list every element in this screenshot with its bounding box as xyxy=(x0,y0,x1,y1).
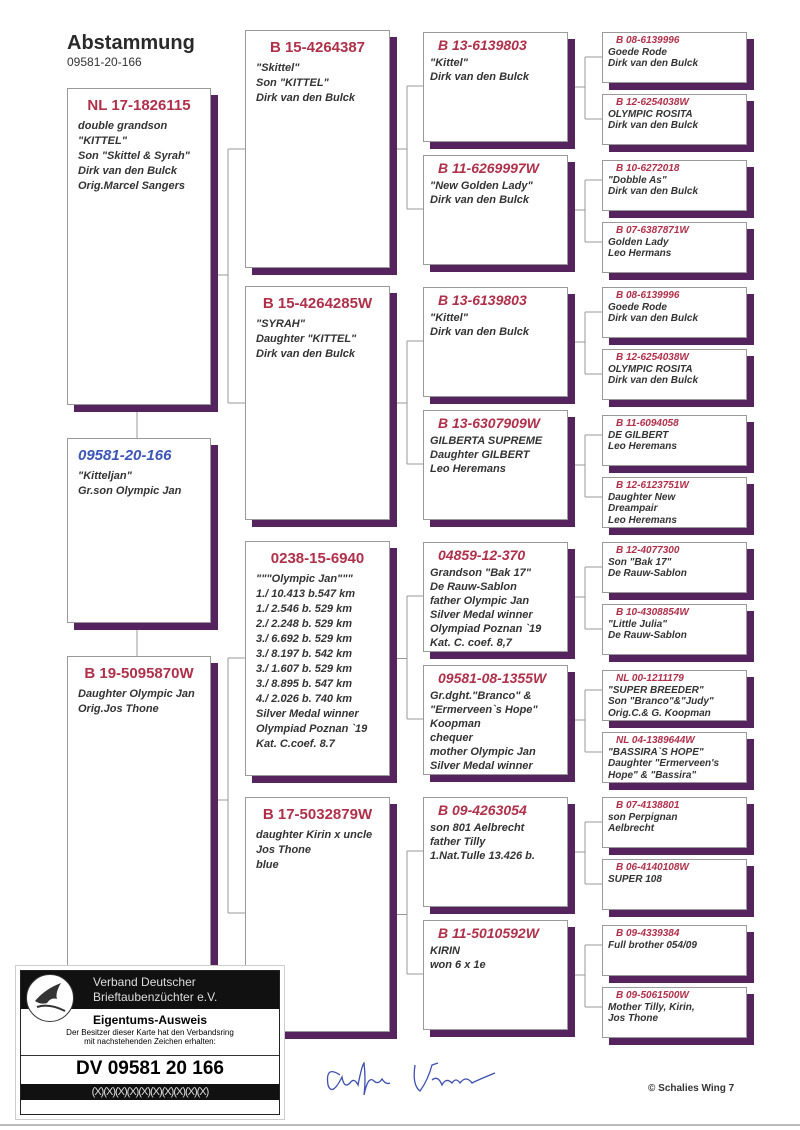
signature xyxy=(320,1055,600,1105)
ring-number: B 11-5010592W xyxy=(438,925,539,941)
pedigree-info-line: "Ermerveen`s Hope" xyxy=(430,704,538,716)
page-subtitle-ring: 09581-20-166 xyxy=(67,55,142,69)
pedigree-info-line: """Olympic Jan""" xyxy=(256,573,353,585)
pedigree-info-line: Leo Heremans xyxy=(430,463,506,475)
great-great-grandparent-box xyxy=(602,670,747,721)
pedigree-info-line: Silver Medal winner xyxy=(256,708,359,720)
sire-box xyxy=(67,88,211,405)
pedigree-info-line: Full brother 054/09 xyxy=(608,939,697,951)
pedigree-info-line: "Skittel" xyxy=(256,62,300,74)
pedigree-info-line: father Tilly xyxy=(430,836,486,848)
pedigree-info-line: Koopman xyxy=(430,718,481,730)
pedigree-info-line: Dreampair xyxy=(608,503,658,514)
great-grandparent-box xyxy=(423,32,568,142)
great-great-grandparent-box xyxy=(602,222,747,273)
pedigree-info-line: 2./ 2.248 b. 529 km xyxy=(256,618,353,630)
pedigree-info-line: son Perpignan xyxy=(608,811,678,823)
pedigree-info-line: Grandson "Bak 17" xyxy=(430,567,531,579)
pedigree-info-line: "Kittel" xyxy=(430,312,468,324)
pedigree-info-line: Kat. C.coef. 8.7 xyxy=(256,738,335,750)
pedigree-info-line: 4./ 2.026 b. 740 km xyxy=(256,693,353,705)
ring-number: B 15-4264387 xyxy=(269,39,366,56)
pedigree-info-line: De Rauw-Sablon xyxy=(608,630,687,641)
pedigree-info-line: Leo Heremans xyxy=(608,441,677,452)
pedigree-info-line: Olympiad Poznan `19 xyxy=(256,723,368,735)
ring-number: B 12-6123751W xyxy=(616,480,689,491)
ring-number: 0238-15-6940 xyxy=(270,550,365,567)
ring-number: B 10-6272018 xyxy=(616,163,680,174)
pedigree-info-line: mother Olympic Jan xyxy=(430,746,536,758)
great-grandparent-box xyxy=(423,410,568,520)
ring-number: B 06-4140108W xyxy=(616,862,689,873)
great-great-grandparent-box xyxy=(602,415,747,466)
pedigree-info-line: daughter Kirin x uncle xyxy=(256,829,373,841)
great-great-grandparent-box xyxy=(602,94,747,145)
ring-number: NL 00-1211179 xyxy=(616,673,684,684)
pedigree-info-line: Dirk van den Bulck xyxy=(608,186,699,197)
ring-number: B 11-6269997W xyxy=(438,160,539,176)
pedigree-info-line: father Olympic Jan xyxy=(430,595,530,607)
pedigree-info-line: Son "Bak 17" xyxy=(608,556,672,568)
ring-number: B 13-6139803 xyxy=(438,292,527,308)
ring-number: B 17-5032879W xyxy=(262,806,373,823)
ring-number: B 11-6094058 xyxy=(616,418,679,429)
pedigree-info-line: Orig.Marcel Sangers xyxy=(78,180,185,192)
pedigree-info-line: Dirk van den Bulck xyxy=(430,194,530,206)
ring-number: B 19-5095870W xyxy=(84,665,194,682)
pedigree-info-line: Kat. C. coef. 8,7 xyxy=(430,637,512,649)
ownership-card xyxy=(15,965,285,1120)
pedigree-info-line: Golden Lady xyxy=(608,236,669,248)
pedigree-info-line: Son "KITTEL" xyxy=(256,77,329,89)
pedigree-info-line: Dirk van den Bulck xyxy=(608,120,699,131)
card-text-line1: Der Besitzer dieser Karte hat den Verbandsring xyxy=(66,1028,234,1037)
pedigree-info-line: KIRIN xyxy=(430,945,460,957)
pedigree-info-line: double grandson xyxy=(78,120,168,132)
page-title: Abstammung xyxy=(67,32,195,54)
pedigree-info-line: "KITTEL" xyxy=(78,135,127,147)
pedigree-info-line: De Rauw-Sablon xyxy=(608,568,687,579)
ring-number: B 12-6254038W xyxy=(616,97,689,108)
pedigree-info-line: blue xyxy=(256,859,279,871)
pedigree-info-line: Leo Hermans xyxy=(608,248,672,259)
ring-number: 09581-08-1355W xyxy=(438,670,547,686)
ring-number: B 09-4263054 xyxy=(438,802,527,818)
great-great-grandparent-box xyxy=(602,859,747,910)
pedigree-info-line: Hope" & "Bassira" xyxy=(608,769,697,781)
ring-number: B 12-4077300 xyxy=(616,545,680,556)
pedigree-info-line: Dirk van den Bulck xyxy=(608,313,699,324)
great-great-grandparent-box xyxy=(602,287,747,338)
great-great-grandparent-box xyxy=(602,32,747,83)
page-edge xyxy=(0,1124,800,1126)
grandparent-box xyxy=(245,541,390,776)
grandparent-box xyxy=(245,30,390,268)
card-decorative-band: (X)(X)(X)(X)(X)(X)(X)(X)(X)(X) xyxy=(21,1084,279,1100)
pedigree-info-line: "Kitteljan" xyxy=(78,470,132,482)
pedigree-info-line: SUPER 108 xyxy=(608,873,662,885)
pedigree-info-line: Daughter "Ermerveen's xyxy=(608,758,720,769)
pedigree-info-line: Orig.Jos Thone xyxy=(78,703,159,715)
pedigree-info-line: Dirk van den Bulck xyxy=(430,326,530,338)
pedigree-info-line: Silver Medal winner xyxy=(430,760,533,772)
pedigree-info-line: Jos Thone xyxy=(256,844,312,856)
pedigree-info-line: Silver Medal winner xyxy=(430,609,533,621)
pedigree-info-line: "BASSIRA`S HOPE" xyxy=(608,746,704,758)
pedigree-info-line: 1./ 2.546 b. 529 km xyxy=(256,603,353,615)
great-grandparent-box xyxy=(423,155,568,265)
pedigree-info-line: OLYMPIC ROSITA xyxy=(608,363,693,375)
ring-number: B 13-6307909W xyxy=(438,415,540,431)
pedigree-info-line: De Rauw-Sablon xyxy=(430,581,517,593)
pedigree-info-line: Olympiad Poznan `19 xyxy=(430,623,542,635)
pedigree-info-line: 3./ 1.607 b. 529 km xyxy=(256,663,353,675)
pedigree-info-line: "SYRAH" xyxy=(256,318,305,330)
pedigree-info-line: 3./ 6.692 b. 529 km xyxy=(256,633,353,645)
pedigree-info-line: Dirk van den Bulck xyxy=(430,71,530,83)
copyright-text: © Schalies Wing 7 xyxy=(648,1083,735,1094)
pedigree-info-line: "New Golden Lady" xyxy=(430,180,533,192)
pedigree-info-line: 3./ 8.197 b. 542 km xyxy=(256,648,353,660)
pedigree-info-line: Dirk van den Bulck xyxy=(256,92,356,104)
great-great-grandparent-box xyxy=(602,604,747,655)
pedigree-info-line: Gr.son Olympic Jan xyxy=(78,485,182,497)
pedigree-info-line: Daughter "KITTEL" xyxy=(256,333,357,345)
ring-number: B 09-4339384 xyxy=(616,928,680,939)
great-grandparent-box xyxy=(423,797,568,907)
pedigree-info-line: Daughter New xyxy=(608,491,676,503)
pedigree-info-line: GILBERTA SUPREME xyxy=(430,435,543,447)
pedigree-info-line: 1./ 10.413 b.547 km xyxy=(256,588,356,600)
pedigree-info-line: Gr.dght."Branco" & xyxy=(430,690,532,702)
great-great-grandparent-box xyxy=(602,542,747,593)
card-title: Eigentums-Ausweis xyxy=(92,1013,208,1027)
ring-number: B 10-4308854W xyxy=(616,607,689,618)
ring-number: B 15-4264285W xyxy=(262,295,373,312)
pedigree-info-line: "Little Julia" xyxy=(608,618,667,630)
pedigree-info-line: Goede Rode xyxy=(608,46,667,58)
pedigree-info-line: Orig.C.& G. Koopman xyxy=(608,707,711,719)
great-grandparent-box xyxy=(423,665,568,775)
ring-number: 09581-20-166 xyxy=(78,447,172,464)
ring-number: B 07-6387871W xyxy=(616,225,689,236)
great-great-grandparent-box xyxy=(602,925,747,976)
card-organization-line2: Brieftaubenzüchter e.V. xyxy=(93,990,218,1004)
ring-number: 04859-12-370 xyxy=(438,547,526,563)
ring-number: B 13-6139803 xyxy=(438,37,527,53)
ring-number: NL 04-1389644W xyxy=(616,735,695,746)
pedigree-info-line: OLYMPIC ROSITA xyxy=(608,108,693,120)
pedigree-info-line: Goede Rode xyxy=(608,301,667,313)
pedigree-info-line: won 6 x 1e xyxy=(430,959,486,971)
pedigree-info-line: 1.Nat.Tulle 13.426 b. xyxy=(430,850,535,862)
pedigree-info-line: "Kittel" xyxy=(430,57,468,69)
pedigree-info-line: Son "Branco"&"Judy" xyxy=(608,696,714,707)
pedigree-info-line: Mother Tilly, Kirin, xyxy=(608,1001,695,1013)
grandparent-box xyxy=(245,286,390,520)
great-great-grandparent-box xyxy=(602,160,747,211)
ring-number: NL 17-1826115 xyxy=(87,97,191,114)
pedigree-info-line: Dirk van den Bulck xyxy=(256,348,356,360)
great-great-grandparent-box xyxy=(602,797,747,848)
pedigree-info-line: "Dobble As" xyxy=(608,174,667,186)
ring-number: B 07-4138801 xyxy=(616,800,680,811)
dam-box xyxy=(67,656,211,976)
ring-number: B 08-6139996 xyxy=(616,290,680,301)
ring-number: B 08-6139996 xyxy=(616,35,680,46)
pedigree-info-line: Jos Thone xyxy=(608,1013,659,1024)
pedigree-info-line: Dirk van den Bulck xyxy=(608,375,699,386)
pedigree-info-line: Dirk van den Bulck xyxy=(608,58,699,69)
great-grandparent-box xyxy=(423,287,568,397)
pedigree-info-line: Daughter Olympic Jan xyxy=(78,688,195,700)
subject-box xyxy=(67,438,211,623)
pedigree-info-line: chequer xyxy=(430,732,473,744)
great-great-grandparent-box xyxy=(602,732,747,783)
card-text-line2: mit nachstehenden Zeichen erhalten: xyxy=(84,1037,216,1046)
great-great-grandparent-box xyxy=(602,477,747,528)
pedigree-info-line: son 801 Aelbrecht xyxy=(430,822,525,834)
card-organization-line1: Verband Deutscher xyxy=(93,975,196,989)
pedigree-info-line: Daughter GILBERT xyxy=(430,449,530,461)
great-grandparent-box xyxy=(423,920,568,1030)
pedigree-info-line: Son "Skittel & Syrah" xyxy=(78,150,190,162)
great-great-grandparent-box xyxy=(602,987,747,1038)
pedigree-info-line: "SUPER BREEDER" xyxy=(608,684,704,696)
great-grandparent-box xyxy=(423,542,568,652)
great-great-grandparent-box xyxy=(602,349,747,400)
pedigree-info-line: Dirk van den Bulck xyxy=(78,165,178,177)
pedigree-info-line: Aelbrecht xyxy=(608,823,655,834)
ring-number: B 12-6254038W xyxy=(616,352,689,363)
pedigree-info-line: 3./ 8.895 b. 547 km xyxy=(256,678,353,690)
card-ring-number: DV 09581 20 166 xyxy=(21,1055,279,1080)
pedigree-info-line: Leo Heremans xyxy=(608,514,677,526)
ring-number: B 09-5061500W xyxy=(616,990,689,1001)
pedigree-info-line: DE GILBERT xyxy=(608,429,669,441)
